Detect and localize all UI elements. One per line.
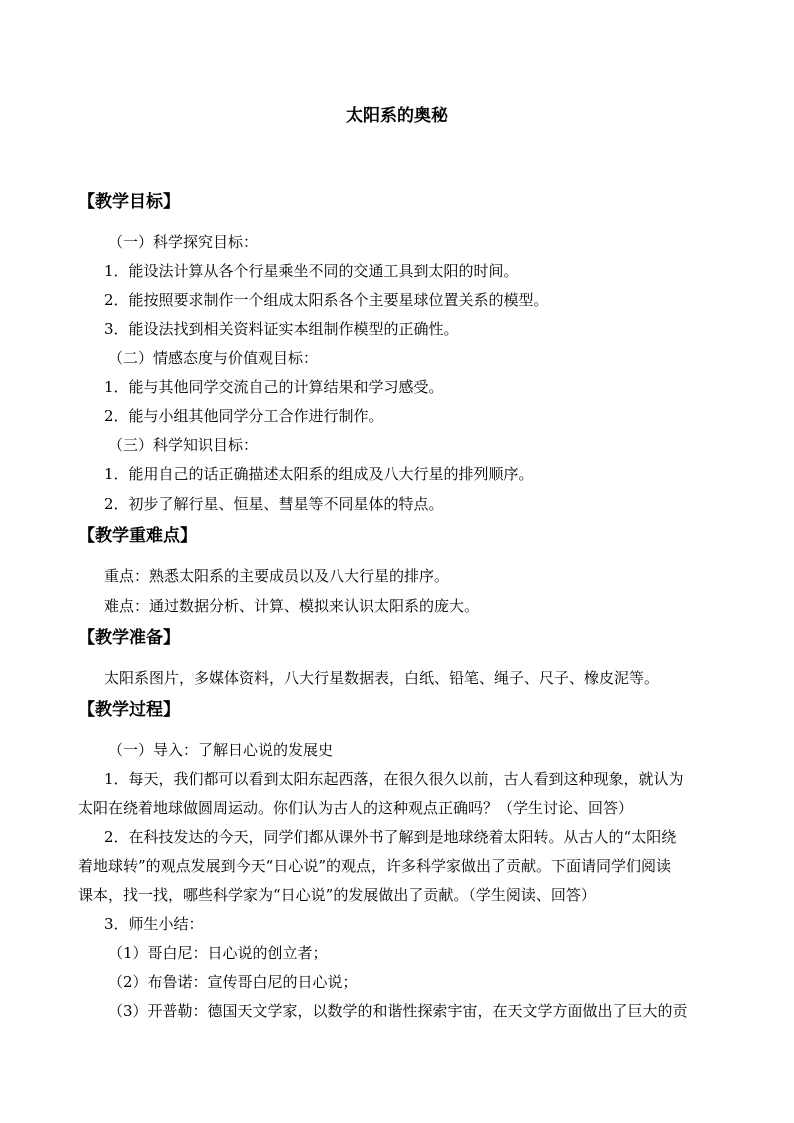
text-line: （3）开普勒：德国天文学家，以数学的和谐性探索宇宙，在天文学方面做出了巨大的贡	[108, 1002, 688, 1020]
text-line: 1．能用自己的话正确描述太阳系的组成及八大行星的排列顺序。	[104, 465, 534, 483]
section-heading-key-points: 【教学重难点】	[78, 526, 197, 546]
text-line: （三）科学知识目标：	[108, 436, 259, 454]
text-line: 3．能设法找到相关资料证实本组制作模型的正确性。	[104, 320, 459, 338]
text-line: 2．能与小组其他同学分工合作进行制作。	[104, 407, 384, 425]
text-line: 1．能与其他同学交流自己的计算结果和学习感受。	[104, 378, 444, 396]
text-line: （二）情感态度与价值观目标：	[108, 349, 319, 367]
text-line: （2）布鲁诺：宣传哥白尼的日心说；	[108, 973, 358, 991]
section-heading-goals: 【教学目标】	[78, 192, 180, 212]
text-line: 着地球转”的观点发展到今天“日心说”的观点，许多科学家做出了贡献。下面请同学们阅读	[78, 857, 672, 875]
text-line: （一）科学探究目标：	[108, 233, 259, 251]
section-heading-process: 【教学过程】	[78, 700, 180, 720]
section-heading-preparation: 【教学准备】	[78, 628, 180, 648]
text-line: 2．在科技发达的今天，同学们都从课外书了解到是地球绕着太阳转。从古人的“太阳绕	[104, 828, 677, 846]
text-line: 重点：熟悉太阳系的主要成员以及八大行星的排序。	[104, 567, 450, 585]
text-line: 太阳在绕着地球做圆周运动。你们认为古人的这种观点正确吗？（学生讨论、回答）	[78, 799, 634, 817]
text-line: 2．能按照要求制作一个组成太阳系各个主要星球位置关系的模型。	[104, 291, 549, 309]
text-line: 太阳系图片，多媒体资料，八大行星数据表，白纸、铅笔、绳子、尺子、橡皮泥等。	[104, 669, 660, 687]
text-line: 2．初步了解行星、恒星、彗星等不同星体的特点。	[104, 495, 444, 513]
text-line: 难点：通过数据分析、计算、模拟来认识太阳系的庞大。	[104, 597, 480, 615]
text-line: 1．能设法计算从各个行星乘坐不同的交通工具到太阳的时间。	[104, 262, 519, 280]
text-line: 课本，找一找，哪些科学家为“日心说”的发展做出了贡献。（学生阅读、回答）	[78, 886, 596, 904]
text-line: （1）哥白尼：日心说的创立者；	[108, 944, 328, 962]
text-line: （一）导入：了解日心说的发展史	[108, 741, 334, 759]
text-line: 1．每天，我们都可以看到太阳东起西落，在很久很久以前，古人看到这种现象，就认为	[104, 770, 684, 788]
page-title: 太阳系的奥秘	[346, 106, 448, 126]
text-line: 3．师生小结：	[104, 915, 204, 933]
